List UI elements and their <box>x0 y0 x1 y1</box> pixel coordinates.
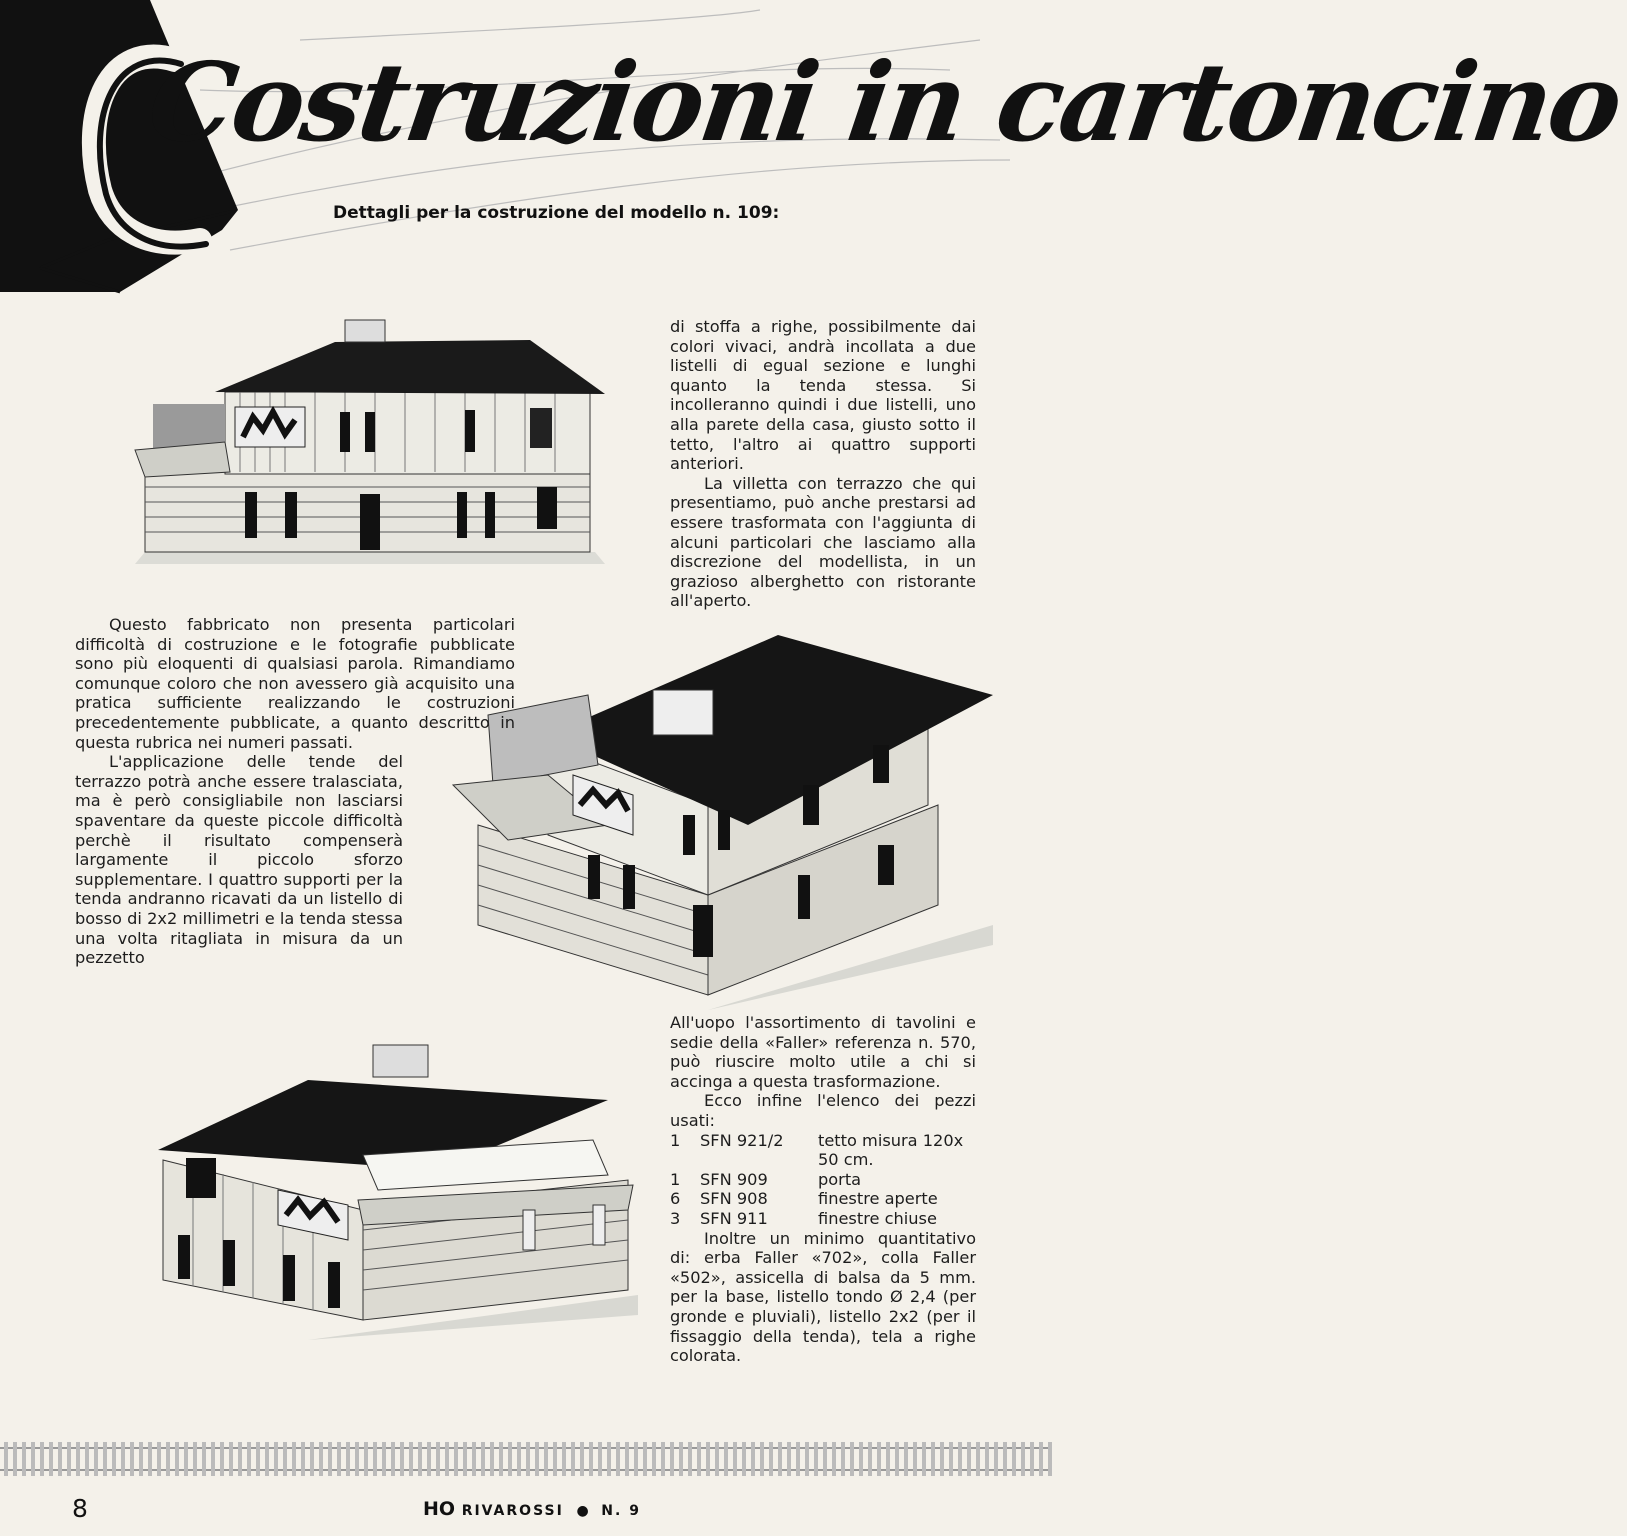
part-desc: finestre chiuse <box>818 1208 937 1228</box>
rail-track-decoration <box>0 1436 1050 1482</box>
part-qty: 3 <box>670 1208 681 1228</box>
text-column-left <box>75 615 515 968</box>
table-row <box>670 1189 976 1209</box>
house-photo-1 <box>135 312 605 570</box>
paragraph: Questo fabbricato non presenta particolari difficoltà di costruzione e le fotografie pubblicate sono più eloquenti di qualsiasi parola. Rimandiamo comunque coloro che non avessero già acquisito una pratica sufficiente realizzando le costruzioni precedentemente pubblicate, a quanto descritto in questa rubrica nei numeri passati. <box>75 615 515 752</box>
part-code: SFN 911 <box>700 1208 768 1228</box>
magazine-footer <box>423 1498 641 1520</box>
parts-intro: Ecco infine l'elenco dei pezzi usati: <box>670 1091 976 1130</box>
paragraph: Inoltre un minimo quantitativo di: erba Faller «702», colla Faller «502», assicella di balsa da 5 mm. per la base, listello tondo Ø 2,4 (per gronde e pluviali), listello 2x2 (per il fissaggio della tenda), tela a righe colorata. <box>670 1228 976 1366</box>
header <box>0 0 1627 300</box>
part-qty: 1 <box>670 1169 681 1189</box>
page-number: 8 <box>72 1494 88 1523</box>
part-desc: tetto misura 120x 50 cm. <box>818 1130 964 1170</box>
table-row <box>670 1209 976 1229</box>
issue-number: N. 9 <box>601 1503 641 1519</box>
part-desc: finestre aperte <box>818 1189 938 1209</box>
part-code: SFN 909 <box>700 1169 768 1189</box>
table-row <box>670 1170 976 1190</box>
magazine-name: RIVAROSSI <box>461 1503 564 1519</box>
bullet-icon: ● <box>576 1503 589 1519</box>
text-column-bottom-right <box>670 1013 976 1366</box>
page-title: Costruzioni in cartoncino <box>141 40 1627 166</box>
paragraph: All'uopo l'assortimento di tavolini e sedie della «Faller» referenza n. 570, può riuscire molto utile a chi si accinga a questa trasformazione. <box>670 1013 976 1091</box>
table-row <box>670 1131 976 1170</box>
house-photo-3 <box>138 1040 638 1340</box>
paragraph: di stoffa a righe, possibilmente dai colori vivaci, andrà incollata a due listelli di egual sezione e lunghi quanto la tenda stessa. Si incolleranno quindi i due listelli, uno alla parete della casa, giusto sotto il tetto, l'altro ai quattro supporti anteriori. <box>670 317 976 474</box>
text-column-top-right <box>670 317 976 611</box>
paragraph: La villetta con terrazzo che qui presentiamo, può anche prestarsi ad essere trasformata con l'aggiunta di alcuni particolari che lasciamo alla discrezione del modellista, in un grazioso alberghetto con ristorante all'aperto. <box>670 473 976 611</box>
house-photo-2 <box>448 625 993 1010</box>
subtitle: Dettagli per la costruzione del modello n. 109: <box>333 203 780 223</box>
paragraph: L'applicazione delle tende del terrazzo potrà anche essere tralasciata, ma è però consigliabile non lasciarsi spaventare da queste piccole difficoltà perchè il risultato compenserà largamente il piccolo sforzo supplementare. I quattro supporti per la tenda andranno ricavati da un listello di bosso di 2x2 millimetri e la tenda stessa una volta ritagliata in misura da un pezzetto <box>75 752 403 968</box>
part-qty: 6 <box>670 1189 681 1209</box>
magazine-logo: HO <box>423 1498 456 1520</box>
part-code: SFN 908 <box>700 1189 768 1209</box>
part-desc: porta <box>818 1169 862 1189</box>
parts-table <box>670 1131 976 1229</box>
part-code: SFN 921/2 <box>700 1130 784 1150</box>
part-qty: 1 <box>670 1130 681 1150</box>
